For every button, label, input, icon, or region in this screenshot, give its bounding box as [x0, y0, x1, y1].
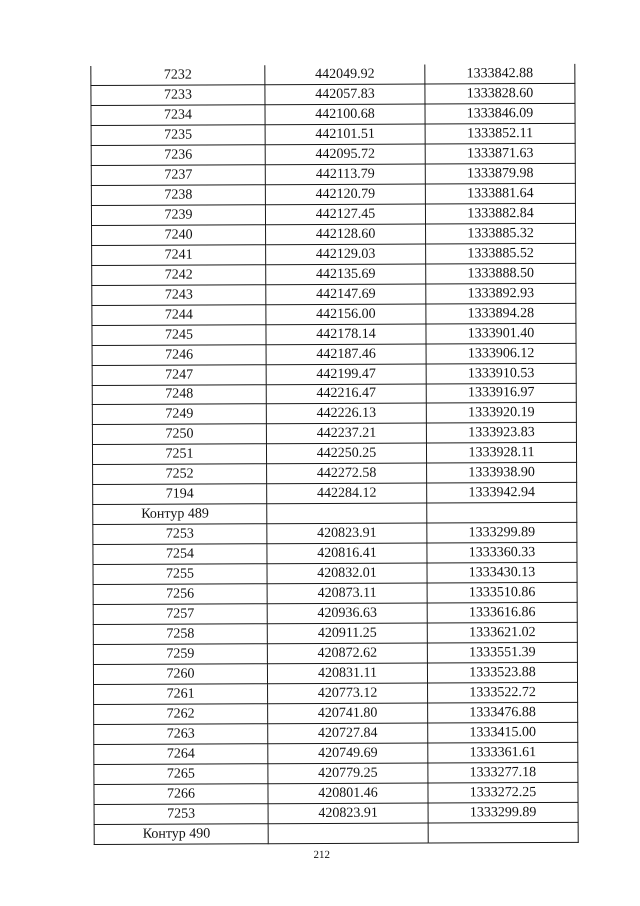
y-coordinate-cell: 1333842.88: [425, 64, 575, 84]
y-coordinate-cell: 1333828.60: [425, 83, 575, 104]
point-number-cell: 7245: [92, 324, 266, 345]
table-row: [93, 483, 577, 505]
point-number-cell: 7233: [91, 85, 265, 106]
x-coordinate-cell: 420832.01: [267, 563, 427, 584]
y-coordinate-cell: 1333360.33: [427, 543, 577, 564]
point-number-cell: 7232: [91, 65, 265, 85]
y-coordinate-cell: 1333885.32: [426, 223, 576, 244]
point-number-cell: 7261: [94, 684, 268, 705]
contour-label-cell: Контур 490: [94, 824, 268, 845]
y-coordinate-cell: 1333901.40: [426, 323, 576, 344]
table-row: [91, 143, 575, 165]
table-row: [93, 583, 577, 605]
table-row: [92, 383, 576, 405]
y-coordinate-cell: 1333942.94: [427, 483, 577, 504]
point-number-cell: 7241: [92, 244, 266, 265]
contour-header-row: [94, 822, 578, 844]
y-coordinate-cell: 1333920.19: [426, 403, 576, 424]
coordinates-table-body: [91, 64, 578, 844]
point-number-cell: 7263: [94, 724, 268, 745]
table-row: [91, 64, 575, 86]
x-coordinate-cell: 442057.83: [265, 84, 425, 105]
x-coordinate-cell: 442216.47: [266, 384, 426, 405]
table-row: [92, 423, 576, 445]
x-coordinate-cell: 442147.69: [266, 284, 426, 305]
x-coordinate-cell: 442113.79: [265, 164, 425, 185]
y-coordinate-cell: 1333894.28: [426, 303, 576, 324]
table-row: [91, 183, 575, 205]
y-coordinate-cell: 1333910.53: [426, 363, 576, 384]
y-coordinate-cell: 1333888.50: [426, 263, 576, 284]
x-coordinate-cell: [267, 503, 427, 524]
point-number-cell: 7264: [94, 744, 268, 765]
y-coordinate-cell: 1333361.61: [428, 742, 578, 763]
table-row: [92, 363, 576, 385]
y-coordinate-cell: 1333885.52: [426, 243, 576, 264]
point-number-cell: 7254: [93, 544, 267, 565]
y-coordinate-cell: [427, 503, 577, 524]
table-row: [92, 223, 576, 245]
table-row: [91, 83, 575, 105]
point-number-cell: 7262: [94, 704, 268, 725]
table-row: [93, 563, 577, 585]
x-coordinate-cell: 420773.12: [268, 683, 428, 704]
contour-header-row: [93, 503, 577, 525]
y-coordinate-cell: 1333476.88: [428, 702, 578, 723]
table-row: [93, 642, 577, 664]
y-coordinate-cell: 1333272.25: [428, 782, 578, 803]
y-coordinate-cell: 1333938.90: [427, 463, 577, 484]
x-coordinate-cell: 420801.46: [268, 783, 428, 804]
page-number: 212: [313, 848, 331, 862]
point-number-cell: 7266: [94, 784, 268, 805]
table-row: [94, 702, 578, 724]
point-number-cell: 7260: [93, 664, 267, 685]
x-coordinate-cell: 420873.11: [267, 583, 427, 604]
y-coordinate-cell: 1333299.89: [427, 523, 577, 544]
x-coordinate-cell: 420831.11: [267, 663, 427, 684]
table-row: [92, 263, 576, 285]
y-coordinate-cell: 1333892.93: [426, 283, 576, 304]
y-coordinate-cell: 1333882.84: [425, 203, 575, 224]
x-coordinate-cell: 442187.46: [266, 344, 426, 365]
table-row: [93, 543, 577, 565]
y-coordinate-cell: 1333906.12: [426, 343, 576, 364]
point-number-cell: 7252: [93, 464, 267, 485]
x-coordinate-cell: 442178.14: [266, 324, 426, 345]
x-coordinate-cell: 420911.25: [267, 623, 427, 644]
point-number-cell: 7235: [91, 125, 265, 146]
table-row: [94, 722, 578, 744]
table-row: [91, 203, 575, 225]
point-number-cell: 7256: [93, 584, 267, 605]
x-coordinate-cell: 442095.72: [265, 144, 425, 165]
point-number-cell: 7238: [91, 185, 265, 206]
x-coordinate-cell: [268, 823, 428, 844]
x-coordinate-cell: 420872.62: [267, 643, 427, 664]
x-coordinate-cell: 420823.91: [268, 803, 428, 824]
point-number-cell: 7243: [92, 284, 266, 305]
point-number-cell: 7246: [92, 344, 266, 365]
table-row: [92, 443, 576, 465]
y-coordinate-cell: 1333523.88: [427, 662, 577, 683]
point-number-cell: 7248: [92, 384, 266, 405]
x-coordinate-cell: 442127.45: [265, 204, 425, 225]
point-number-cell: 7257: [93, 604, 267, 625]
table-row: [91, 123, 575, 145]
point-number-cell: 7240: [92, 224, 266, 245]
x-coordinate-cell: 442226.13: [266, 404, 426, 425]
x-coordinate-cell: 420741.80: [268, 703, 428, 724]
x-coordinate-cell: 420816.41: [267, 543, 427, 564]
x-coordinate-cell: 442120.79: [265, 184, 425, 205]
point-number-cell: 7244: [92, 304, 266, 325]
x-coordinate-cell: 442100.68: [265, 104, 425, 125]
table-row: [92, 343, 576, 365]
point-number-cell: 7242: [92, 264, 266, 285]
y-coordinate-cell: 1333430.13: [427, 563, 577, 584]
x-coordinate-cell: 442237.21: [266, 423, 426, 444]
y-coordinate-cell: 1333551.39: [427, 642, 577, 663]
point-number-cell: 7250: [92, 424, 266, 445]
x-coordinate-cell: 442128.60: [266, 224, 426, 245]
point-number-cell: 7247: [92, 364, 266, 385]
y-coordinate-cell: [428, 822, 578, 843]
x-coordinate-cell: 442272.58: [267, 463, 427, 484]
point-number-cell: 7249: [92, 404, 266, 425]
point-number-cell: 7234: [91, 105, 265, 126]
y-coordinate-cell: 1333621.02: [427, 623, 577, 644]
point-number-cell: 7253: [93, 524, 267, 545]
point-number-cell: 7258: [93, 624, 267, 645]
x-coordinate-cell: 442049.92: [265, 65, 425, 85]
x-coordinate-cell: 420823.91: [267, 523, 427, 544]
x-coordinate-cell: 442199.47: [266, 364, 426, 385]
y-coordinate-cell: 1333846.09: [425, 103, 575, 124]
coordinates-table: [90, 64, 578, 845]
y-coordinate-cell: 1333277.18: [428, 762, 578, 783]
table-row: [94, 802, 578, 824]
y-coordinate-cell: 1333928.11: [426, 443, 576, 464]
table-row: [91, 163, 575, 185]
y-coordinate-cell: 1333510.86: [427, 583, 577, 604]
table-row: [92, 323, 576, 345]
table-row: [93, 603, 577, 625]
y-coordinate-cell: 1333871.63: [425, 143, 575, 164]
y-coordinate-cell: 1333616.86: [427, 603, 577, 624]
y-coordinate-cell: 1333415.00: [428, 722, 578, 743]
point-number-cell: 7237: [91, 165, 265, 186]
point-number-cell: 7265: [94, 764, 268, 785]
x-coordinate-cell: 442101.51: [265, 124, 425, 145]
table-row: [92, 243, 576, 265]
y-coordinate-cell: 1333852.11: [425, 123, 575, 144]
y-coordinate-cell: 1333522.72: [428, 682, 578, 703]
point-number-cell: 7236: [91, 145, 265, 166]
table-row: [93, 623, 577, 645]
y-coordinate-cell: 1333879.98: [425, 163, 575, 184]
table-row: [94, 742, 578, 764]
x-coordinate-cell: 420779.25: [268, 763, 428, 784]
x-coordinate-cell: 442156.00: [266, 304, 426, 325]
x-coordinate-cell: 420727.84: [268, 723, 428, 744]
y-coordinate-cell: 1333916.97: [426, 383, 576, 404]
y-coordinate-cell: 1333299.89: [428, 802, 578, 823]
table-row: [93, 463, 577, 485]
point-number-cell: 7253: [94, 804, 268, 825]
table-row: [92, 403, 576, 425]
x-coordinate-cell: 442135.69: [266, 264, 426, 285]
point-number-cell: 7194: [93, 484, 267, 505]
table-row: [91, 103, 575, 125]
point-number-cell: 7259: [93, 644, 267, 665]
table-row: [94, 762, 578, 784]
table-row: [94, 682, 578, 704]
point-number-cell: 7239: [91, 205, 265, 226]
point-number-cell: 7251: [92, 444, 266, 465]
x-coordinate-cell: 442129.03: [266, 244, 426, 265]
x-coordinate-cell: 420936.63: [267, 603, 427, 624]
x-coordinate-cell: 442284.12: [267, 483, 427, 504]
x-coordinate-cell: 420749.69: [268, 743, 428, 764]
table-row: [93, 662, 577, 684]
table-row: [93, 523, 577, 545]
table-row: [94, 782, 578, 804]
table-row: [92, 283, 576, 305]
point-number-cell: 7255: [93, 564, 267, 585]
y-coordinate-cell: 1333923.83: [426, 423, 576, 444]
contour-label-cell: Контур 489: [93, 504, 267, 525]
table-row: [92, 303, 576, 325]
x-coordinate-cell: 442250.25: [266, 443, 426, 464]
y-coordinate-cell: 1333881.64: [425, 183, 575, 204]
